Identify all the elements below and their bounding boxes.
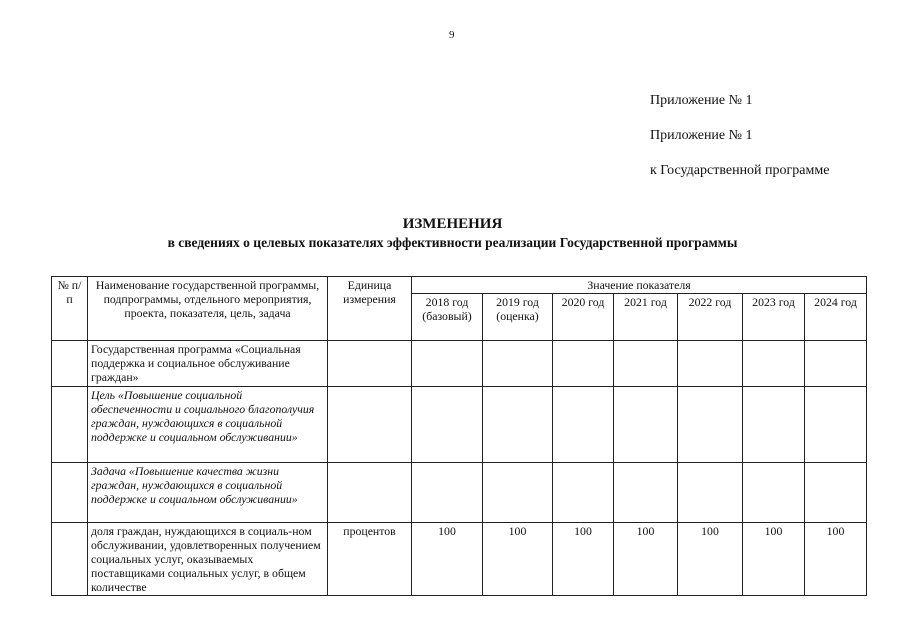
row-value (412, 341, 483, 386)
header-year: 2018 год (базовый) (412, 294, 483, 341)
row-value (678, 462, 743, 522)
header-unit: Единица измерения (328, 277, 412, 341)
row-value: 100 (678, 522, 743, 596)
row-value (743, 386, 805, 462)
header-value-group: Значение показателя (412, 277, 867, 294)
row-value: 100 (743, 522, 805, 596)
table-row (52, 462, 867, 522)
row-value: 100 (483, 522, 553, 596)
header-year: 2024 год (805, 294, 867, 341)
row-num (52, 462, 88, 522)
table-row (52, 341, 867, 386)
row-value: 100 (412, 522, 483, 596)
table-row (52, 522, 867, 596)
row-value (412, 462, 483, 522)
row-program-name: Государственная программа «Социальная поддержка и социальное обслуживание граждан» (88, 341, 328, 386)
row-value (614, 341, 678, 386)
row-value (614, 462, 678, 522)
row-value (678, 386, 743, 462)
row-num (52, 386, 88, 462)
row-unit (328, 386, 412, 462)
appendix-line-3: к Государственной программе (650, 163, 830, 178)
row-goal-name: Цель «Повышение социальной обеспеченности и социального благополучия граждан, нуждающихся в социальной поддержке и социальном обслуживании» (88, 386, 328, 462)
row-value (614, 386, 678, 462)
row-value (553, 386, 614, 462)
header-year: 2022 год (678, 294, 743, 341)
table-row (52, 386, 867, 462)
row-value: 100 (553, 522, 614, 596)
row-value (553, 462, 614, 522)
header-name: Наименование государственной программы, подпрограммы, отдельного мероприятия, проекта, показателя, цель, задача (88, 277, 328, 341)
row-value (412, 386, 483, 462)
page-number: 9 (449, 29, 455, 41)
header-num: № п/п (52, 277, 88, 341)
document-subtitle: в сведениях о целевых показателях эффективности реализации Государственной программы (167, 235, 738, 250)
header-year: 2021 год (614, 294, 678, 341)
header-year: 2023 год (743, 294, 805, 341)
row-value (483, 462, 553, 522)
row-value (678, 341, 743, 386)
header-year: 2019 год (оценка) (483, 294, 553, 341)
row-value: 100 (805, 522, 867, 596)
appendix-line-1: Приложение № 1 (650, 93, 753, 108)
row-value (805, 386, 867, 462)
row-value (743, 341, 805, 386)
row-value (483, 341, 553, 386)
appendix-line-2: Приложение № 1 (650, 128, 753, 143)
row-num (52, 341, 88, 386)
row-indicator-name: доля граждан, нуждающихся в социаль-ном обслуживании, удовлетворенных получением социальных услуг, оказываемых поставщиками социальных услуг, в общем количестве (88, 522, 328, 596)
row-value: 100 (614, 522, 678, 596)
document-title: ИЗМЕНЕНИЯ (402, 216, 503, 232)
row-value (805, 462, 867, 522)
indicators-table (51, 276, 867, 596)
row-value (805, 341, 867, 386)
row-unit (328, 462, 412, 522)
row-num (52, 522, 88, 596)
row-value (553, 341, 614, 386)
row-value (743, 462, 805, 522)
row-task-name: Задача «Повышение качества жизни граждан, нуждающихся в социальной поддержке и социальном обслуживании» (88, 462, 328, 522)
row-unit (328, 341, 412, 386)
row-value (483, 386, 553, 462)
header-year: 2020 год (553, 294, 614, 341)
row-unit: процентов (328, 522, 412, 596)
